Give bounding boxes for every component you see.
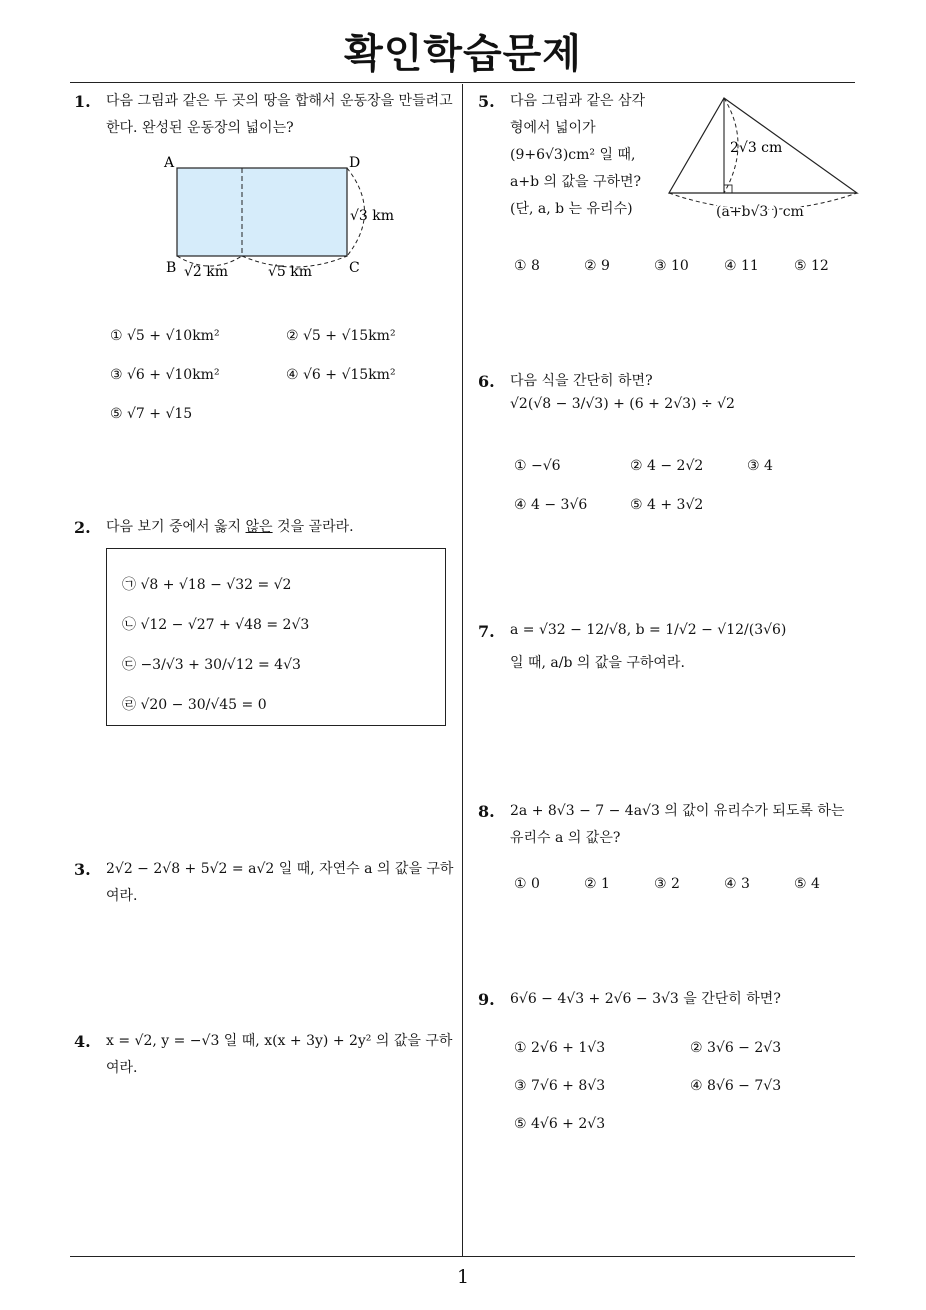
question-6-option-5[interactable]: ⑤ 4 + 3√2 [630,497,704,513]
question-1-option-4[interactable]: ④ √6 + √15km² [286,367,396,383]
question-9-option-3[interactable]: ③ 7√6 + 8√3 [514,1078,606,1094]
question-6-number: 6. [478,372,495,391]
question-9-number: 9. [478,990,495,1009]
question-9-option-4[interactable]: ④ 8√6 − 7√3 [690,1078,782,1094]
question-8-text: 2a + 8√3 − 7 − 4a√3 의 값이 유리수가 되도록 하는 유리수 a 의 값은? [510,803,845,846]
top-rule [70,82,855,83]
label-right: √5 km [268,264,313,280]
question-7-number: 7. [478,622,495,641]
question-7-expression: a = √32 − 12/√8, b = 1/√2 − √12/(3√6) [510,622,787,638]
question-6-text: 다음 식을 간단히 하면? [510,373,653,389]
question-8-option-4[interactable]: ④ 3 [724,876,750,892]
question-7-text: 일 때, a/b 의 값을 구하여라. [510,655,685,671]
question-6-option-3[interactable]: ③ 4 [747,458,773,474]
question-1-option-3[interactable]: ③ √6 + √10km² [110,367,220,383]
label-left: √2 km [184,264,229,280]
page-title: 확인학습문제 [344,31,582,77]
question-1-figure [160,150,410,285]
question-5-figure [664,92,864,222]
vertex-c: C [349,260,360,276]
question-6-expression: √2(√8 − 3/√3) + (6 + 2√3) ÷ √2 [510,396,735,412]
question-8-option-3[interactable]: ③ 2 [654,876,680,892]
label-side: √3 km [350,208,395,224]
question-9-option-1[interactable]: ① 2√6 + 1√3 [514,1040,606,1056]
vertex-a: A [164,155,175,171]
question-1-option-1[interactable]: ① √5 + √10km² [110,328,220,344]
question-6-option-2[interactable]: ② 4 − 2√2 [630,458,704,474]
question-6-option-1[interactable]: ① −√6 [514,458,561,474]
question-6-option-4[interactable]: ④ 4 − 3√6 [514,497,588,513]
question-4-number: 4. [74,1032,91,1051]
question-8-option-2[interactable]: ② 1 [584,876,610,892]
page-number: 1 [456,1266,470,1288]
question-1-number: 1. [74,92,91,111]
example-item-3: ㉢ −3/√3 + 30/√12 = 4√3 [122,657,301,673]
question-9-option-5[interactable]: ⑤ 4√6 + 2√3 [514,1116,606,1132]
vertex-b: B [166,260,177,276]
question-1-option-5[interactable]: ⑤ √7 + √15 [110,406,193,422]
question-8-number: 8. [478,802,495,821]
question-5-number: 5. [478,92,495,111]
question-9-option-2[interactable]: ② 3√6 − 2√3 [690,1040,782,1056]
question-5-option-4[interactable]: ④ 11 [724,258,759,274]
question-9-text: 6√6 − 4√3 + 2√6 − 3√3 을 간단히 하면? [510,991,781,1007]
question-5-option-2[interactable]: ② 9 [584,258,610,274]
base-label: (a+b√3 ) cm [716,204,804,220]
underlined-word: 않은 [245,519,273,535]
vertex-d: D [349,155,361,171]
question-8-option-1[interactable]: ① 0 [514,876,540,892]
example-item-4: ㉣ √20 − 30/√45 = 0 [122,697,267,713]
question-5-option-5[interactable]: ⑤ 12 [794,258,829,274]
question-5-text: 다음 그림과 같은 삼각형에서 넓이가 (9+6√3)cm² 일 때, a+b 의 값을 구하면? (단, a, b 는 유리수) [510,93,646,217]
question-8-option-5[interactable]: ⑤ 4 [794,876,820,892]
bottom-rule [70,1256,855,1257]
question-5-option-3[interactable]: ③ 10 [654,258,689,274]
example-item-2: ㉡ √12 − √27 + √48 = 2√3 [122,617,310,633]
question-5-option-1[interactable]: ① 8 [514,258,540,274]
question-3-text: 2√2 − 2√8 + 5√2 = a√2 일 때, 자연수 a 의 값을 구하여라. [106,861,454,904]
question-2-number: 2. [74,518,91,537]
example-item-1: ㉠ √8 + √18 − √32 = √2 [122,577,292,593]
question-1-option-2[interactable]: ② √5 + √15km² [286,328,396,344]
column-divider [462,84,463,1256]
question-3-number: 3. [74,860,91,879]
question-4-text: x = √2, y = −√3 일 때, x(x + 3y) + 2y² 의 값을 구하여라. [106,1033,453,1076]
question-1-text: 다음 그림과 같은 두 곳의 땅을 합해서 운동장을 만들려고 한다. 완성된 운동장의 넓이는? [106,93,453,136]
field-rectangle [177,168,347,256]
height-label: 2√3 cm [730,140,783,156]
question-2-text: 다음 보기 중에서 옳지 않은 것을 골라라. [106,519,354,535]
